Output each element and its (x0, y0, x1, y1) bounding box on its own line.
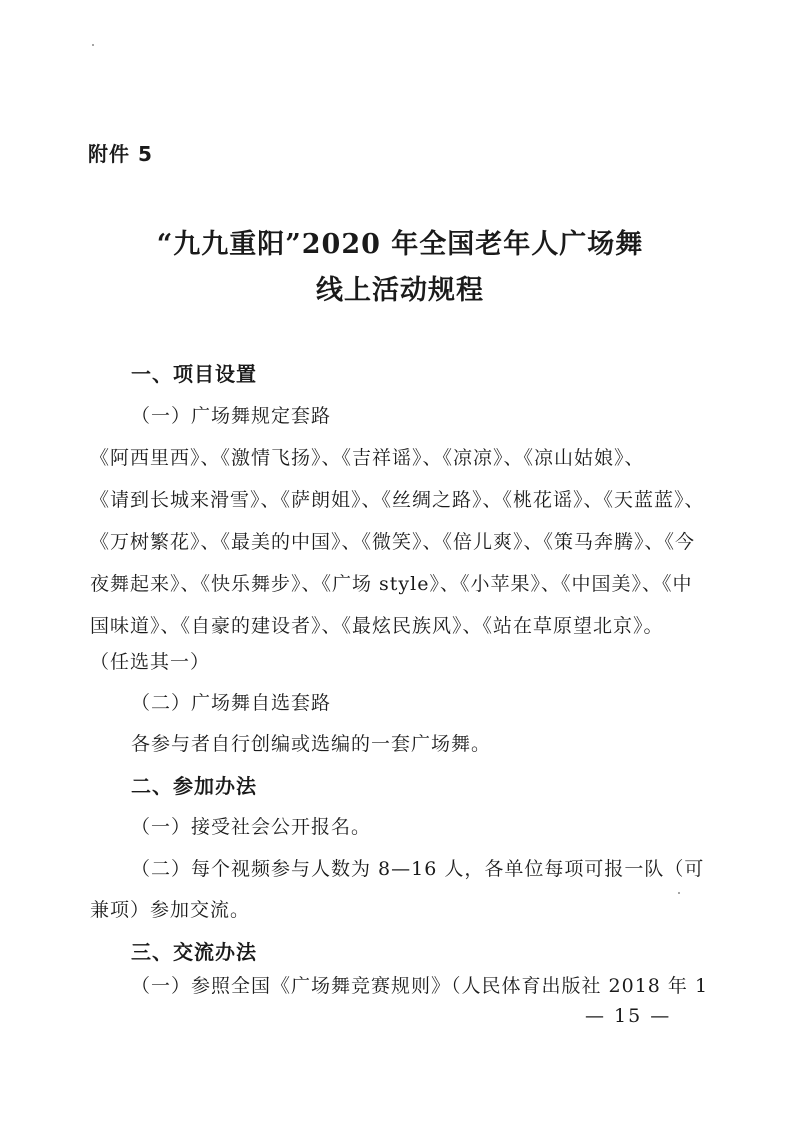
paragraph: 各参与者自行创编或选编的一套广场舞。 (131, 733, 492, 755)
routine-list-line: 国味道》、《自豪的建设者》、《最炫民族风》、《站在草原望北京》。 (90, 615, 664, 637)
section-heading-2: 二、参加办法 (131, 774, 257, 798)
paragraph: （二）每个视频参与人数为 8—16 人，各单位每项可报一队（可 (131, 858, 705, 880)
attachment-label: 附件 5 (88, 142, 153, 166)
page-number: — 15 — (585, 1005, 672, 1027)
paragraph: 兼项）参加交流。 (90, 899, 251, 921)
document-title-line2: 线上活动规程 (316, 275, 484, 306)
routine-list-line: 夜舞起来》、《快乐舞步》、《广场 style》、《小苹果》、《中国美》、《中 (90, 573, 693, 595)
scan-speck (92, 44, 94, 46)
routine-list-line: 《阿西里西》、《激情飞扬》、《吉祥谣》、《凉凉》、《凉山姑娘》、 (90, 447, 645, 469)
scan-speck (678, 892, 680, 894)
section-heading-3: 三、交流办法 (131, 940, 257, 964)
routine-list-line: （任选其一） (90, 651, 211, 673)
paragraph: （一）参照全国《广场舞竞赛规则》（人民体育出版社 2018 年 1 (131, 975, 709, 997)
paragraph: （一）接受社会公开报名。 (131, 816, 372, 838)
subsection-heading: （一）广场舞规定套路 (131, 405, 332, 427)
routine-list-line: 《请到长城来滑雪》、《萨朗姐》、《丝绸之路》、《桃花谣》、《天蓝蓝》、 (90, 489, 705, 511)
routine-list-line: 《万树繁花》、《最美的中国》、《微笑》、《倍儿爽》、《策马奔腾》、《今 (90, 531, 696, 553)
document-title-line1: “九九重阳”2020 年全国老年人广场舞 (156, 229, 644, 260)
section-heading-1: 一、项目设置 (131, 362, 257, 386)
subsection-heading: （二）广场舞自选套路 (131, 692, 332, 714)
